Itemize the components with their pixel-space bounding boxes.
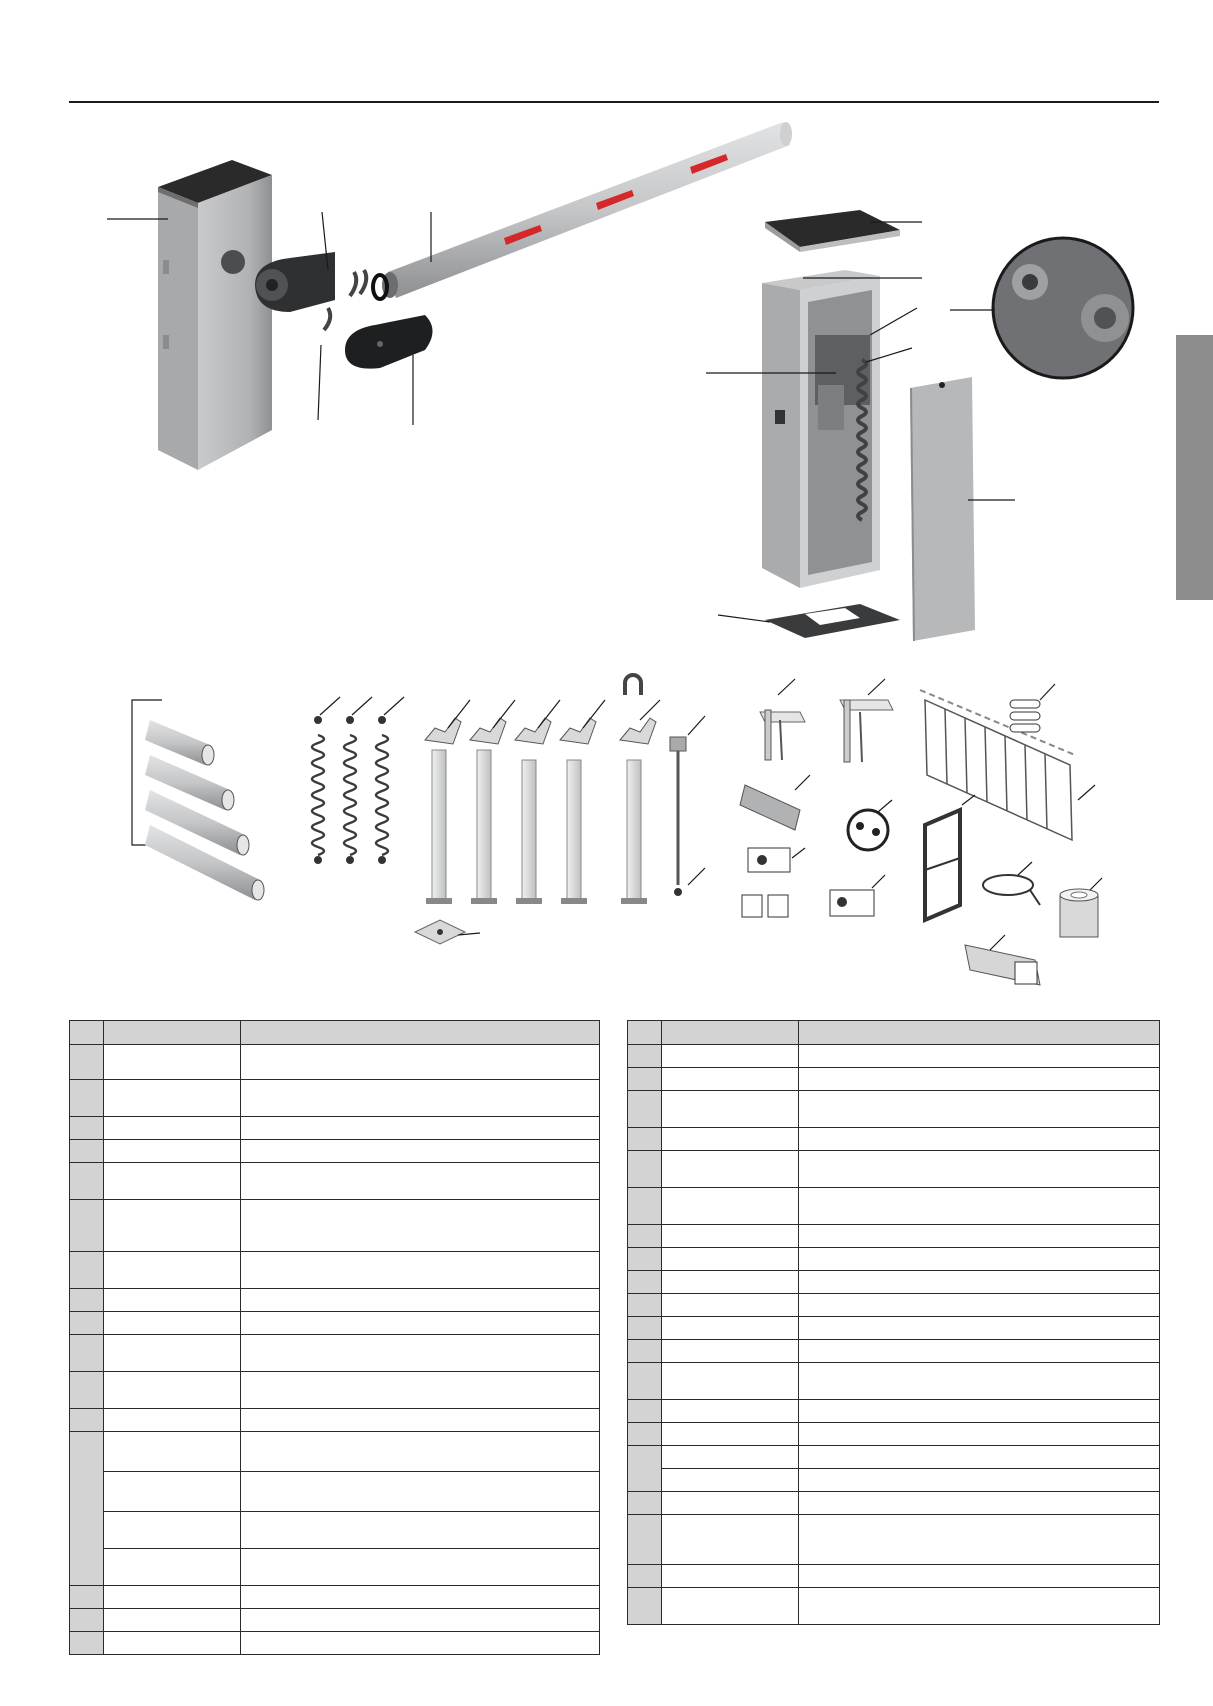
table-row [70,1312,600,1335]
row-code [662,1565,799,1588]
parts-table-right [627,1020,1160,1625]
row-desc [799,1188,1160,1225]
boom-sections [145,720,264,900]
table-row [70,1372,600,1409]
row-num [628,1271,662,1294]
row-num [70,1372,104,1409]
boom-light-bar [740,785,800,830]
row-code [662,1068,799,1091]
row-num [70,1632,104,1655]
table-row [628,1294,1160,1317]
row-code [662,1271,799,1294]
parts-table-left [69,1020,600,1655]
table-row [628,1446,1160,1469]
row-code [662,1225,799,1248]
table-row [628,1423,1160,1446]
header-desc [799,1021,1160,1045]
table-header [628,1021,1160,1045]
table-row [628,1492,1160,1515]
row-desc [799,1446,1160,1469]
row-num [628,1091,662,1128]
row-code [662,1317,799,1340]
header-num [628,1021,662,1045]
row-desc [241,1200,600,1252]
row-code [104,1140,241,1163]
table-row [70,1140,600,1163]
row-code [662,1400,799,1423]
row-code [104,1200,241,1252]
row-code [662,1340,799,1363]
row-desc [241,1472,600,1512]
boom [382,122,792,298]
table-row [70,1335,600,1372]
row-desc [799,1588,1160,1625]
row-num [70,1200,104,1252]
header-code [104,1021,241,1045]
row-desc [799,1492,1160,1515]
cover-kit [965,945,1040,985]
row-code [662,1294,799,1317]
row-desc [241,1512,600,1549]
row-desc [241,1312,600,1335]
row-code [662,1469,799,1492]
row-num [628,1128,662,1151]
row-code [104,1252,241,1289]
row-desc [799,1469,1160,1492]
row-num [628,1400,662,1423]
row-desc [799,1317,1160,1340]
row-num [628,1068,662,1091]
table-row [70,1586,600,1609]
table-row [70,1163,600,1200]
row-desc [241,1586,600,1609]
table-row [70,1512,600,1549]
anchor-base [765,604,900,638]
reflective-tape-roll [1060,889,1098,937]
cabinet-housing [158,160,272,470]
table-row [628,1151,1160,1188]
row-code [104,1512,241,1549]
holder-cover [345,315,433,369]
row-code [662,1492,799,1515]
row-code [104,1080,241,1117]
table-row [628,1248,1160,1271]
cabinet-lid [765,210,900,252]
row-num [70,1609,104,1632]
open-cabinet [762,270,880,588]
row-num [70,1432,104,1586]
row-code [662,1423,799,1446]
row-desc [241,1335,600,1372]
row-desc [241,1080,600,1117]
table-row [628,1340,1160,1363]
row-code [662,1363,799,1400]
detail-zoom [993,238,1133,378]
row-desc [799,1363,1160,1400]
row-num [70,1140,104,1163]
row-num [70,1409,104,1432]
table-row [628,1271,1160,1294]
row-code [104,1372,241,1409]
hinge-links [1010,700,1040,732]
support-posts [425,675,686,904]
row-desc [799,1248,1160,1271]
row-code [104,1045,241,1080]
pivot-arm [670,737,686,896]
table-row [70,1117,600,1140]
table-row [70,1289,600,1312]
row-code [662,1248,799,1271]
row-desc [241,1432,600,1472]
row-code [104,1472,241,1512]
row-code [662,1045,799,1068]
table-row [70,1045,600,1080]
row-num [70,1289,104,1312]
row-num [70,1045,104,1080]
row-num [628,1225,662,1248]
table-row [628,1091,1160,1128]
table-row [628,1400,1160,1423]
row-code [662,1588,799,1625]
table-row [628,1588,1160,1625]
row-num [628,1317,662,1340]
row-num [70,1163,104,1200]
row-code [104,1632,241,1655]
row-desc [241,1549,600,1586]
table-row [628,1469,1160,1492]
row-desc [241,1372,600,1409]
row-desc [241,1632,600,1655]
row-code [104,1335,241,1372]
table-row [628,1225,1160,1248]
header-code [662,1021,799,1045]
light-cord-reel [848,810,888,850]
row-desc [241,1289,600,1312]
row-num [70,1312,104,1335]
row-num [628,1492,662,1515]
table-header [70,1021,600,1045]
row-num [628,1188,662,1225]
row-desc [799,1294,1160,1317]
row-desc [241,1140,600,1163]
row-num [70,1117,104,1140]
row-desc [241,1609,600,1632]
row-num [628,1340,662,1363]
row-desc [799,1400,1160,1423]
anchor-plate [415,920,465,944]
table-row [70,1080,600,1117]
table-row [628,1565,1160,1588]
balancing-springs [312,716,388,864]
row-desc [799,1340,1160,1363]
row-code [662,1151,799,1188]
row-desc [241,1163,600,1200]
row-desc [799,1225,1160,1248]
table-row [70,1200,600,1252]
row-desc [241,1117,600,1140]
row-code [104,1163,241,1200]
boom-fork-supports [760,700,893,762]
row-num [628,1045,662,1068]
row-desc [799,1128,1160,1151]
table-row [70,1432,600,1472]
control-board [742,848,874,917]
row-desc [799,1045,1160,1068]
row-num [628,1151,662,1188]
row-desc [799,1151,1160,1188]
row-code [662,1188,799,1225]
table-row [628,1363,1160,1400]
row-num [70,1335,104,1372]
row-num [628,1294,662,1317]
row-desc [799,1423,1160,1446]
mounting-frame [925,810,960,920]
row-code [104,1549,241,1586]
row-code [104,1289,241,1312]
row-desc [799,1068,1160,1091]
row-code [104,1432,241,1472]
inspection-door [910,377,975,641]
row-code [104,1409,241,1432]
row-code [662,1515,799,1565]
table-row [70,1609,600,1632]
row-num [628,1423,662,1446]
row-num [628,1446,662,1492]
table-row [628,1317,1160,1340]
row-num [70,1586,104,1609]
row-desc [799,1271,1160,1294]
row-code [662,1446,799,1469]
table-row [628,1188,1160,1225]
row-code [104,1586,241,1609]
table-row [70,1409,600,1432]
row-desc [799,1091,1160,1128]
header-desc [241,1021,600,1045]
table-row [70,1252,600,1289]
row-desc [241,1045,600,1080]
row-num [628,1248,662,1271]
row-code [662,1128,799,1151]
header-num [70,1021,104,1045]
row-code [104,1609,241,1632]
row-num [70,1252,104,1289]
row-code [662,1091,799,1128]
table-row [628,1128,1160,1151]
row-num [628,1515,662,1565]
row-num [628,1588,662,1625]
row-num [628,1565,662,1588]
table-row [628,1045,1160,1068]
table-row [70,1549,600,1586]
table-row [70,1472,600,1512]
row-desc [799,1565,1160,1588]
row-num [70,1080,104,1117]
table-row [628,1068,1160,1091]
row-num [628,1363,662,1400]
row-code [104,1312,241,1335]
row-desc [241,1252,600,1289]
connection-cable [983,875,1040,905]
table-row [628,1515,1160,1565]
row-desc [241,1409,600,1432]
row-code [104,1117,241,1140]
table-row [70,1632,600,1655]
row-desc [799,1515,1160,1565]
